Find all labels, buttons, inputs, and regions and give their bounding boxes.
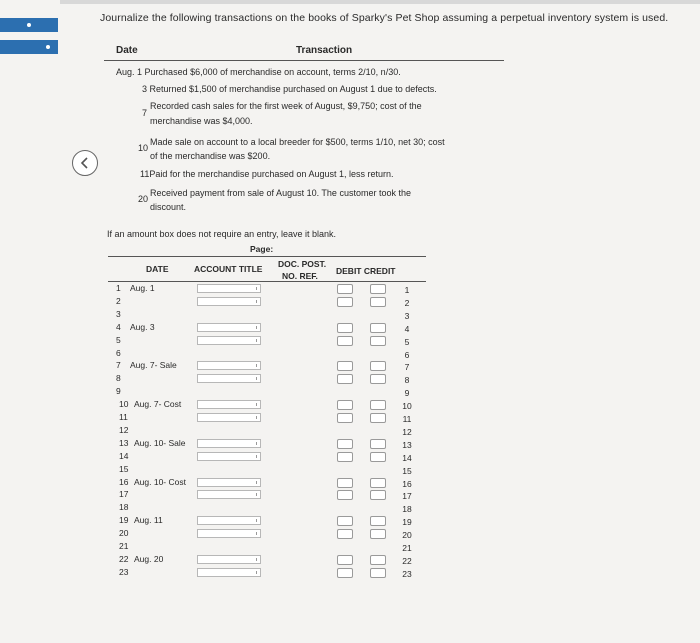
row-number-right: 13 xyxy=(402,440,412,450)
row-number: 20 xyxy=(119,528,129,538)
transaction-text: Recorded cash sales for the first week of August, $9,750; cost of the xyxy=(150,101,422,111)
row-date-label: Aug. 10- Sale xyxy=(134,438,186,448)
row-number-right: 6 xyxy=(404,350,410,360)
doc-post-column-header-line2: NO. REF. xyxy=(282,271,318,281)
row-number: 17 xyxy=(119,489,129,499)
row-number: 7 xyxy=(116,360,121,370)
top-edge xyxy=(0,0,700,4)
credit-input[interactable] xyxy=(370,336,386,346)
credit-input[interactable] xyxy=(370,478,386,488)
journal-row xyxy=(0,527,700,539)
transaction-day: 7 xyxy=(142,108,148,118)
back-button[interactable] xyxy=(72,150,98,176)
transaction-text: Returned $1,500 of merchandise purchased on August 1 due to defects. xyxy=(149,84,437,94)
row-number: 13 xyxy=(119,438,129,448)
journal-row xyxy=(0,372,700,384)
debit-input[interactable] xyxy=(337,374,353,384)
row-number-right: 7 xyxy=(404,362,410,372)
debit-credit-column-header: DEBIT CREDIT xyxy=(336,266,396,276)
journal-row xyxy=(0,424,700,436)
journal-row xyxy=(0,553,700,565)
credit-input[interactable] xyxy=(370,374,386,384)
debit-input[interactable] xyxy=(337,439,353,449)
transaction-text-cont: of the merchandise was $200. xyxy=(150,151,271,161)
chevron-left-icon xyxy=(80,157,90,169)
transaction-day: 3 xyxy=(142,84,148,94)
credit-input[interactable] xyxy=(370,452,386,462)
row-date-label: Aug. 10- Cost xyxy=(134,477,186,487)
debit-input[interactable] xyxy=(337,490,353,500)
transaction-text: Made sale on account to a local breeder for $500, terms 1/10, net 30; cost xyxy=(150,137,445,147)
debit-input[interactable] xyxy=(337,336,353,346)
debit-input[interactable] xyxy=(337,284,353,294)
account-title-column-header: ACCOUNT TITLE xyxy=(194,264,263,274)
account-title-select[interactable] xyxy=(197,400,261,409)
date-header: Date xyxy=(116,45,138,56)
row-number: 16 xyxy=(119,477,129,487)
journal-row xyxy=(0,282,700,294)
account-title-select[interactable] xyxy=(197,478,261,487)
nav-bar-1[interactable] xyxy=(0,18,58,32)
row-number-right: 19 xyxy=(402,517,412,527)
credit-input[interactable] xyxy=(370,568,386,578)
journal-row xyxy=(0,308,700,320)
debit-input[interactable] xyxy=(337,361,353,371)
nav-dot-2 xyxy=(46,45,50,49)
journal-row xyxy=(0,295,700,307)
row-number-right: 22 xyxy=(402,556,412,566)
journal-row xyxy=(0,334,700,346)
row-number-right: 16 xyxy=(402,479,412,489)
account-title-select[interactable] xyxy=(197,336,261,345)
account-title-select[interactable] xyxy=(197,374,261,383)
row-number-right: 4 xyxy=(404,324,410,334)
debit-input[interactable] xyxy=(337,400,353,410)
credit-input[interactable] xyxy=(370,555,386,565)
row-number: 22 xyxy=(119,554,129,564)
transaction-day: 10 xyxy=(138,143,149,153)
row-date-label: Aug. 1 xyxy=(130,283,155,293)
account-title-select[interactable] xyxy=(197,439,261,448)
journal-row xyxy=(0,347,700,359)
account-title-select[interactable] xyxy=(197,452,261,461)
row-number-right: 15 xyxy=(402,466,412,476)
row-number: 14 xyxy=(119,451,129,461)
row-number-right: 11 xyxy=(402,414,412,424)
row-number: 15 xyxy=(119,464,129,474)
account-title-select[interactable] xyxy=(197,529,261,538)
row-number-right: 12 xyxy=(402,427,412,437)
journal-row xyxy=(0,540,700,552)
debit-input[interactable] xyxy=(337,516,353,526)
transaction-text-cont: merchandise was $4,000. xyxy=(150,116,253,126)
row-number: 8 xyxy=(116,373,121,383)
journal-row xyxy=(0,321,700,333)
account-title-select[interactable] xyxy=(197,361,261,370)
row-number-right: 23 xyxy=(402,569,412,579)
row-number-right: 18 xyxy=(402,504,412,514)
credit-input[interactable] xyxy=(370,361,386,371)
journal-row xyxy=(0,566,700,578)
journal-row xyxy=(0,476,700,488)
journal-top-rule xyxy=(108,256,426,257)
debit-input[interactable] xyxy=(337,478,353,488)
header-rule xyxy=(104,60,504,61)
journal-row xyxy=(0,463,700,475)
transaction-day: 11 xyxy=(140,169,150,179)
row-number: 18 xyxy=(119,502,129,512)
date-column-header: DATE xyxy=(146,264,169,274)
debit-input[interactable] xyxy=(337,568,353,578)
row-number-right: 8 xyxy=(404,375,410,385)
row-number-right: 21 xyxy=(402,543,412,553)
row-number-right: 5 xyxy=(404,337,410,347)
transaction-text: Received payment from sale of August 10. The customer took the xyxy=(150,188,411,198)
credit-input[interactable] xyxy=(370,284,386,294)
nav-dot-1 xyxy=(27,23,31,27)
row-number-right: 2 xyxy=(404,298,410,308)
credit-input[interactable] xyxy=(370,413,386,423)
nav-bar-2[interactable] xyxy=(0,40,58,54)
row-date-label: Aug. 3 xyxy=(130,322,155,332)
journal-row xyxy=(0,488,700,500)
row-date-label: Aug. 7- Sale xyxy=(130,360,177,370)
transaction-day: Aug. 1 xyxy=(116,67,143,77)
page-label: Page: xyxy=(250,244,274,254)
row-number-right: 1 xyxy=(404,285,410,295)
row-number: 5 xyxy=(116,335,121,345)
row-date-label: Aug. 20 xyxy=(134,554,164,564)
journal-row xyxy=(0,385,700,397)
row-number-right: 9 xyxy=(404,388,410,398)
row-number: 23 xyxy=(119,567,129,577)
journal-row xyxy=(0,359,700,371)
row-date-label: Aug. 11 xyxy=(134,515,163,525)
row-number: 9 xyxy=(116,386,121,396)
account-title-select[interactable] xyxy=(197,516,261,525)
question-text: Journalize the following transactions on the books of Sparky's Pet Shop assuming a perpetual inventory system is used. xyxy=(100,12,669,24)
transaction-text: Paid for the merchandise purchased on August 1, less return. xyxy=(149,169,394,179)
account-title-select[interactable] xyxy=(197,297,261,306)
row-date-label: Aug. 7- Cost xyxy=(134,399,182,409)
instruction-text: If an amount box does not require an entry, leave it blank. xyxy=(107,229,336,239)
account-title-select[interactable] xyxy=(197,413,261,422)
credit-input[interactable] xyxy=(370,297,386,307)
transaction-text: Purchased $6,000 of merchandise on account, terms 2/10, n/30. xyxy=(144,67,401,77)
account-title-select[interactable] xyxy=(197,490,261,499)
row-number-right: 10 xyxy=(402,401,412,411)
row-number: 11 xyxy=(119,412,128,422)
debit-input[interactable] xyxy=(337,452,353,462)
transaction-text-cont: discount. xyxy=(150,202,187,212)
transaction-day: 20 xyxy=(138,194,149,204)
transaction-row xyxy=(140,168,394,180)
transaction-row xyxy=(116,66,401,78)
account-title-select[interactable] xyxy=(197,284,261,293)
journal-row xyxy=(0,437,700,449)
row-number: 6 xyxy=(116,348,121,358)
credit-input[interactable] xyxy=(370,323,386,333)
row-number-right: 14 xyxy=(402,453,412,463)
journal-row xyxy=(0,411,700,423)
journal-row xyxy=(0,514,700,526)
journal-row xyxy=(0,398,700,410)
journal-row xyxy=(0,450,700,462)
transaction-header: Transaction xyxy=(296,45,353,56)
row-number-right: 3 xyxy=(404,311,410,321)
row-number: 3 xyxy=(116,309,121,319)
credit-input[interactable] xyxy=(370,439,386,449)
account-title-select[interactable] xyxy=(197,555,261,564)
account-title-select[interactable] xyxy=(197,323,261,332)
debit-input[interactable] xyxy=(337,323,353,333)
row-number: 19 xyxy=(119,515,129,525)
credit-input[interactable] xyxy=(370,529,386,539)
row-number: 2 xyxy=(116,296,121,306)
doc-post-column-header: DOC. POST. xyxy=(278,259,327,269)
row-number: 21 xyxy=(119,541,129,551)
transaction-row xyxy=(142,83,437,95)
credit-input[interactable] xyxy=(370,400,386,410)
debit-input[interactable] xyxy=(337,297,353,307)
row-number: 1 xyxy=(116,283,121,293)
credit-input[interactable] xyxy=(370,516,386,526)
row-number-right: 17 xyxy=(402,491,412,501)
account-title-select[interactable] xyxy=(197,568,261,577)
debit-input[interactable] xyxy=(337,555,353,565)
journal-row xyxy=(0,501,700,513)
row-number: 4 xyxy=(116,322,121,332)
debit-input[interactable] xyxy=(337,413,353,423)
row-number: 10 xyxy=(119,399,129,409)
row-number-right: 20 xyxy=(402,530,412,540)
credit-input[interactable] xyxy=(370,490,386,500)
row-number: 12 xyxy=(119,425,129,435)
debit-input[interactable] xyxy=(337,529,353,539)
